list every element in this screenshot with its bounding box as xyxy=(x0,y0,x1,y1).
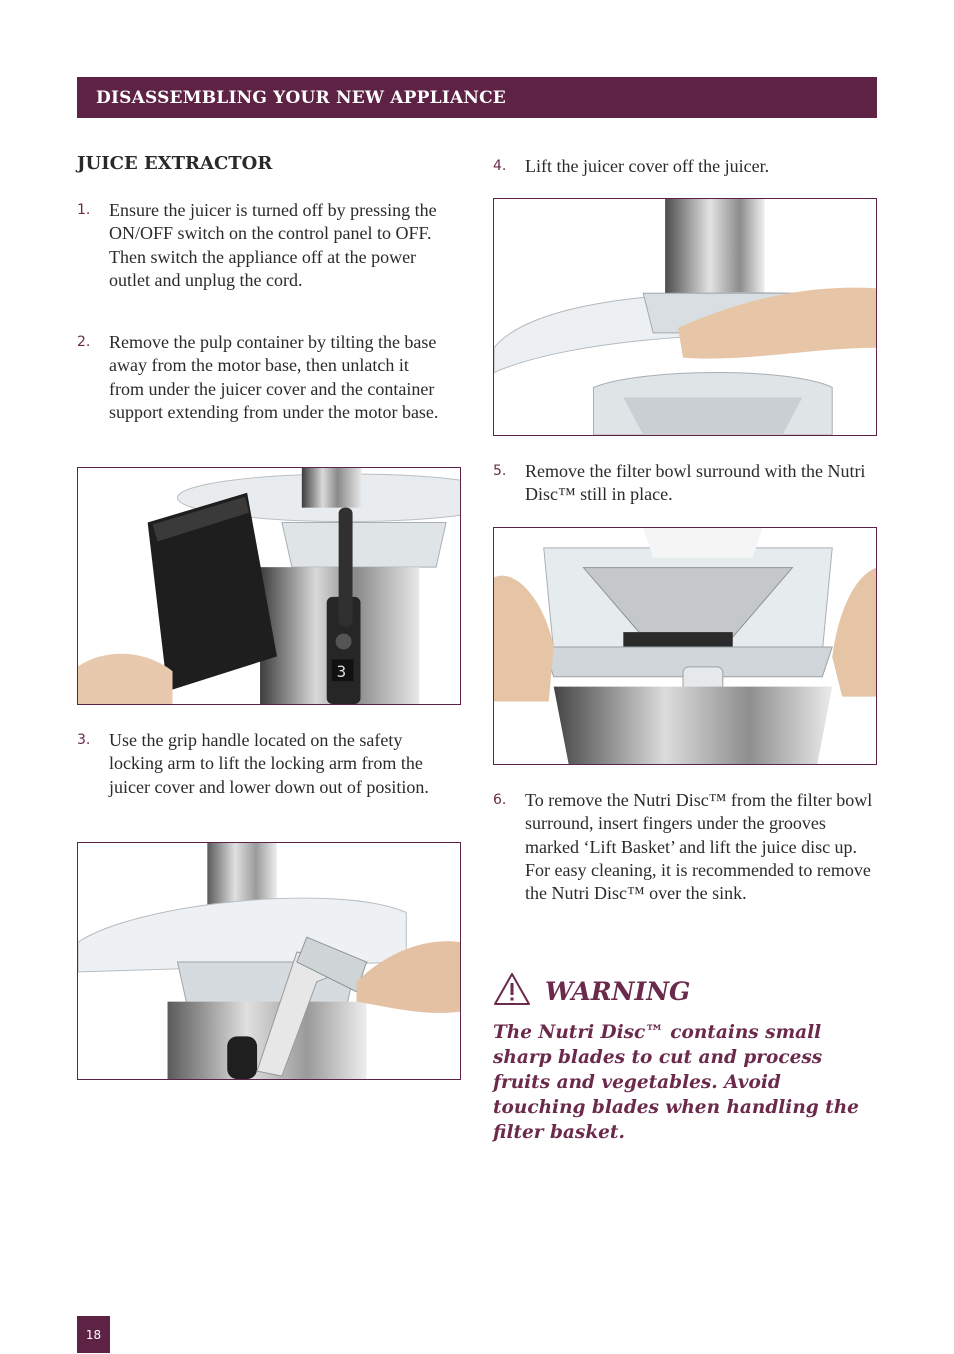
step-2 xyxy=(77,331,442,424)
step-1 xyxy=(77,199,442,292)
step-6 xyxy=(493,789,873,905)
step-number: 4. xyxy=(493,158,507,174)
step-3 xyxy=(77,729,442,799)
step-text: Remove the pulp container by tilting the base away from the motor base, then unlatch it from under the juicer cover and the container support extending from under the motor base. xyxy=(109,332,439,422)
photo-lift-locking-arm xyxy=(77,842,461,1080)
step-text: Use the grip handle located on the safety locking arm to lift the locking arm from the juicer cover and lower down out of position. xyxy=(109,730,429,797)
step-text: Remove the filter bowl surround with the Nutri Disc™ still in place. xyxy=(525,461,866,505)
photo-remove-filter-bowl xyxy=(493,527,877,765)
step-text: Ensure the juicer is turned off by pressing the ON/OFF switch on the control panel to OFF. Then switch the appliance off at the power outlet and unplug the cord. xyxy=(109,200,437,290)
step-number: 2. xyxy=(77,334,91,350)
step-text: To remove the Nutri Disc™ from the filter bowl surround, insert fingers under the grooves marked ‘Lift Basket’ and lift the juice disc up. For easy cleaning, it is recommended to remove the Nutri Disc™ over the sink. xyxy=(525,790,873,904)
warning-text: The Nutri Disc™ contains small sharp blades to cut and process fruits and vegetables. Avoid touching blades when handling the filter basket. xyxy=(493,1022,859,1143)
page-number: 18 xyxy=(77,1316,110,1353)
step-5 xyxy=(493,460,873,507)
step-number: 3. xyxy=(77,732,91,748)
section-title: JUICE EXTRACTOR xyxy=(77,153,273,174)
warning-triangle-icon xyxy=(493,972,531,1010)
header-title: DISASSEMBLING YOUR NEW APPLIANCE xyxy=(96,87,506,108)
step-number: 1. xyxy=(77,202,91,218)
step-text: Lift the juicer cover off the juicer. xyxy=(525,156,770,176)
step-number: 6. xyxy=(493,792,507,808)
section-header-bar xyxy=(77,77,877,118)
photo-lift-juicer-cover xyxy=(493,198,877,436)
photo-remove-pulp-container xyxy=(77,467,461,705)
display-digit: 3 xyxy=(336,662,347,682)
step-number: 5. xyxy=(493,463,507,479)
warning-title: WARNING xyxy=(545,976,691,1006)
warning-heading xyxy=(493,972,690,1010)
step-4 xyxy=(493,155,873,178)
